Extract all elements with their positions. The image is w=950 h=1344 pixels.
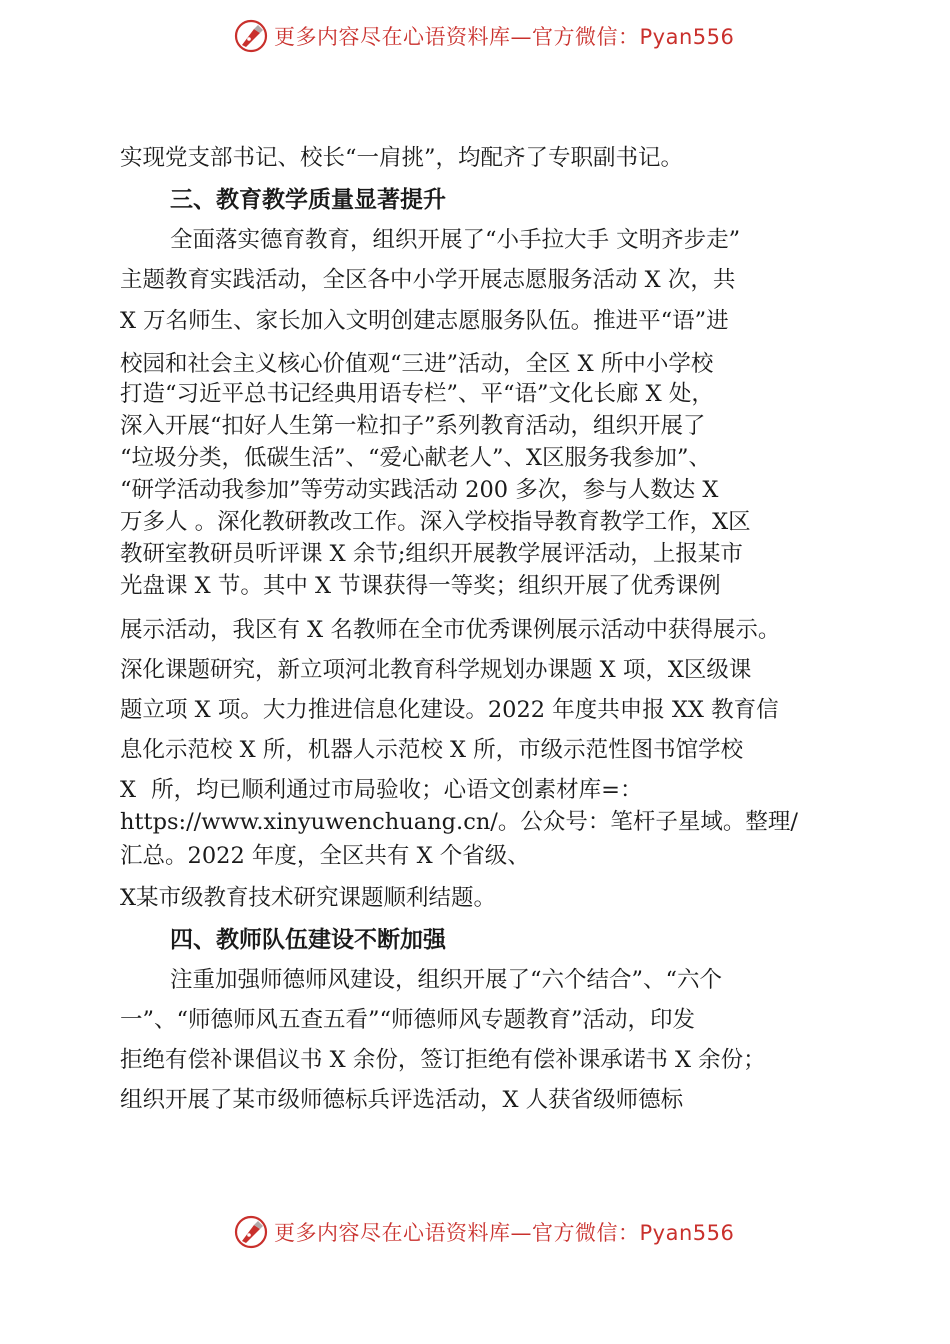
body-line: 题立项 X 项。大力推进信息化建设。2022 年度共申报 XX 教育信 — [120, 697, 779, 723]
body-line: X 万名师生、家长加入文明创建志愿服务队伍。推进平“语”进 — [120, 308, 729, 334]
body-line: 深化课题研究，新立项河北教育科学规划办课题 X 项，X区级课 — [120, 657, 752, 683]
section-heading-4: 四、教师队伍建设不断加强 — [170, 927, 446, 953]
body-line: “研学活动我参加”等劳动实践活动 200 多次，参与人数达 X — [120, 477, 719, 503]
pen-nib-logo-icon — [234, 19, 268, 53]
body-line: 校园和社会主义核心价值观“三进”活动，全区 X 所中小学校 — [120, 351, 714, 377]
body-line: 组织开展了某市级师德标兵评选活动，X 人获省级师德标 — [120, 1087, 684, 1113]
body-line: 展示活动，我区有 X 名教师在全市优秀课例展示活动中获得展示。 — [120, 617, 781, 643]
paragraph-start: 全面落实德育教育，组织开展了“小手拉大手 文明齐步走” — [170, 227, 741, 253]
body-line: 万多人 。深化教研教改工作。深入学校指导教育教学工作，X区 — [120, 509, 751, 535]
body-line: 打造“习近平总书记经典用语专栏”、平“语”文化长廊 X 处， — [120, 381, 714, 407]
body-line: 拒绝有偿补课倡议书 X 余份，签订拒绝有偿补课承诺书 X 余份； — [120, 1047, 766, 1073]
body-line: 教研室教研员听评课 X 余节;组织开展教学展评活动，上报某市 — [120, 541, 743, 567]
paragraph-start: 注重加强师德师风建设，组织开展了“六个结合”、“六个 — [170, 967, 723, 993]
body-line: X 所，均已顺利通过市局验收；心语文创素材库=： — [120, 777, 643, 803]
body-line: “垃圾分类，低碳生活”、“爱心献老人”、X区服务我参加”、 — [120, 445, 712, 471]
body-line: 一”、“师德师风五查五看”“师德师风专题教育”活动，印发 — [120, 1007, 696, 1033]
body-line: X某市级教育技术研究课题顺利结题。 — [120, 885, 497, 911]
body-line: 深入开展“扣好人生第一粒扣子”系列教育活动，组织开展了 — [120, 413, 706, 439]
body-line: 光盘课 X 节。其中 X 节课获得一等奖；组织开展了优秀课例 — [120, 573, 721, 599]
section-heading-3: 三、教育教学质量显著提升 — [170, 187, 446, 213]
header-banner-text: 更多内容尽在心语资料库—官方微信：Pyan556 — [274, 25, 735, 49]
footer-banner — [234, 1212, 734, 1252]
body-line: 息化示范校 X 所，机器人示范校 X 所，市级示范性图书馆学校 — [120, 737, 744, 763]
footer-banner-text: 更多内容尽在心语资料库—官方微信：Pyan556 — [274, 1221, 735, 1245]
header-banner — [234, 16, 734, 56]
pen-nib-logo-icon — [234, 1215, 268, 1249]
body-line-url: https://www.xinyuwenchuang.cn/。公众号：笔杆子星域。整理/ — [120, 809, 798, 835]
body-line: 主题教育实践活动，全区各中小学开展志愿服务活动 X 次，共 — [120, 267, 736, 293]
body-line: 汇总。2022 年度，全区共有 X 个省级、 — [120, 843, 530, 869]
body-line: 实现党支部书记、校长“一肩挑”，均配齐了专职副书记。 — [120, 145, 684, 171]
